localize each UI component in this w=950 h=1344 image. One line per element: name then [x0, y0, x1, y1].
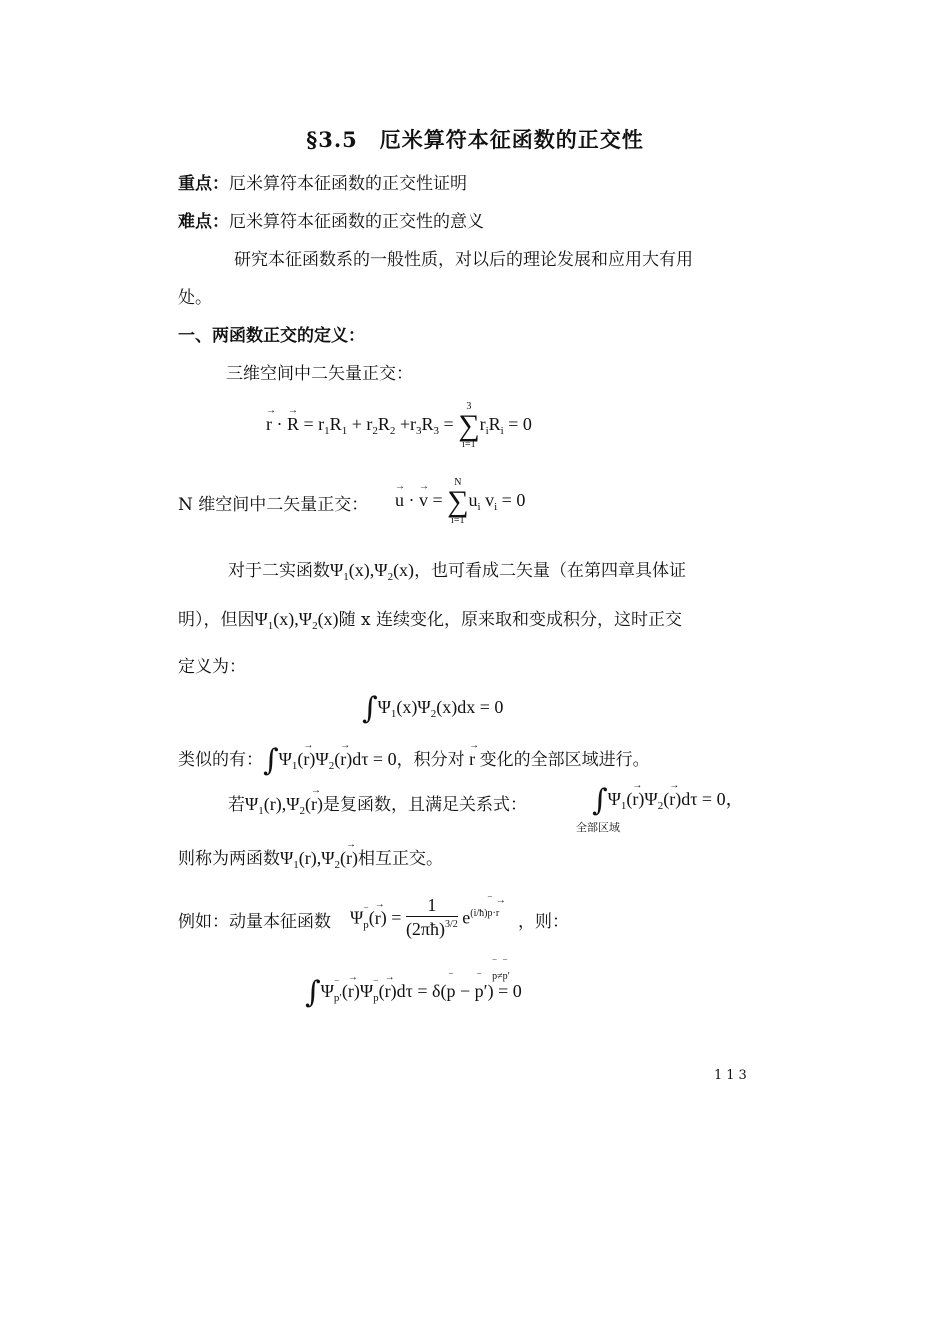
- example-line: [178, 910, 331, 934]
- difficulty-line: [178, 210, 484, 234]
- section-title: §3.5 厄米算符本征函数的正交性: [306, 127, 644, 152]
- psi-pair-math: $\Psi_1(x),\Psi_2(x)$: [330, 560, 415, 583]
- similar-integral-math: $\int\Psi_1(\to r)\Psi_2(\to r)d\tau = 0$: [263, 749, 397, 769]
- section1-heading: 一、两函数正交的定义：: [178, 326, 365, 346]
- mutual-text-1: 则称为两函数: [178, 849, 280, 869]
- real-functions-line-1: [228, 558, 686, 585]
- equation-complex-integral: $\int\Psi_1(\to r)\Psi_2(\to r)d\tau = 0$，: [592, 784, 744, 814]
- real-text-4: 随 x 连续变化，原来取和变成积分，这时正交: [338, 610, 682, 630]
- equation-3d-dot-product: → r · → $R = r_1R_1 + r_2R_2 +r_3R_3$ = 3 ∑ i=1 $r_iR_i = 0$: [266, 402, 532, 450]
- psi-mutual-math: $\Psi_1(r),\Psi_2(\to r)$: [280, 848, 358, 868]
- real-text-3: 明），但因: [178, 610, 255, 630]
- similar-text-3: 变化的全部区域进行。: [479, 750, 650, 770]
- similar-text-1: 类似的有：: [178, 750, 263, 770]
- difficulty-label: 难点：: [178, 212, 229, 232]
- psi-complex-math: $\Psi_1(r),\Psi_2(\to r)$: [245, 794, 323, 814]
- mutual-text-2: 相互正交。: [358, 849, 444, 869]
- example-text-1: 例如：动量本征函数: [178, 912, 331, 932]
- complex-text-2: 是复函数，且满足关系式：: [323, 795, 528, 815]
- equation-orthogonality-integral: $\int\Psi_1(x)\Psi_2(x)dx = 0$: [362, 691, 504, 726]
- page-number: 113: [714, 1068, 751, 1083]
- key-point-line: [178, 172, 467, 196]
- difficulty-text: 厄米算符本征函数的正交性的意义: [229, 212, 484, 232]
- intro-line-1: 研究本征函数系的一般性质，对以后的理论发展和应用大有用: [234, 250, 693, 270]
- example-then: ，则：: [518, 912, 569, 932]
- similar-line: [178, 743, 650, 778]
- similar-text-2: ，积分对: [396, 750, 465, 770]
- three-d-text: 三维空间中二矢量正交：: [226, 364, 413, 384]
- complex-end-punct: ，: [725, 789, 744, 809]
- psi-pair-math-2: $\Psi_1(x),\Psi_2(x)$: [254, 609, 339, 632]
- intro-line-2: 处。: [178, 288, 212, 308]
- real-functions-line-3: 定义为：: [178, 657, 246, 677]
- key-point-text: 厄米算符本征函数的正交性证明: [229, 174, 467, 194]
- key-point-label: 重点：: [178, 174, 229, 194]
- complex-line: [228, 792, 527, 819]
- n-dim-text: N 维空间中二矢量正交：: [178, 495, 369, 515]
- equation-delta-orthogonality: ∫Ψ‾ $_{p'}$(→ r)Ψ‾ $_p$(→ r)dτ = δ(‾ p − ‾ p′) ‾ p≠‾ p′ = 0: [305, 968, 522, 1014]
- complex-text-1: 若: [228, 795, 245, 815]
- mutual-line: [178, 846, 443, 873]
- real-text-1: 对于二实函数: [228, 561, 330, 581]
- real-text-2: ，也可看成二矢量（在第四章具体证: [414, 561, 687, 581]
- r-vector-math: → r: [465, 749, 480, 769]
- integral-region-label: 全部区域: [576, 821, 620, 834]
- equation-momentum-eigenfunction: Ψ‾ $_p$(→ r) = $\frac{1}{(2\pi ħ)^{3/2}}$ $e^{(i/ħ)‾ p\cdot\to r}$: [350, 894, 499, 945]
- equation-nd-dot-product: → u · → v = N ∑ i=1 $u_i$ $v_i = 0$: [395, 478, 525, 526]
- real-functions-line-2: [178, 607, 682, 634]
